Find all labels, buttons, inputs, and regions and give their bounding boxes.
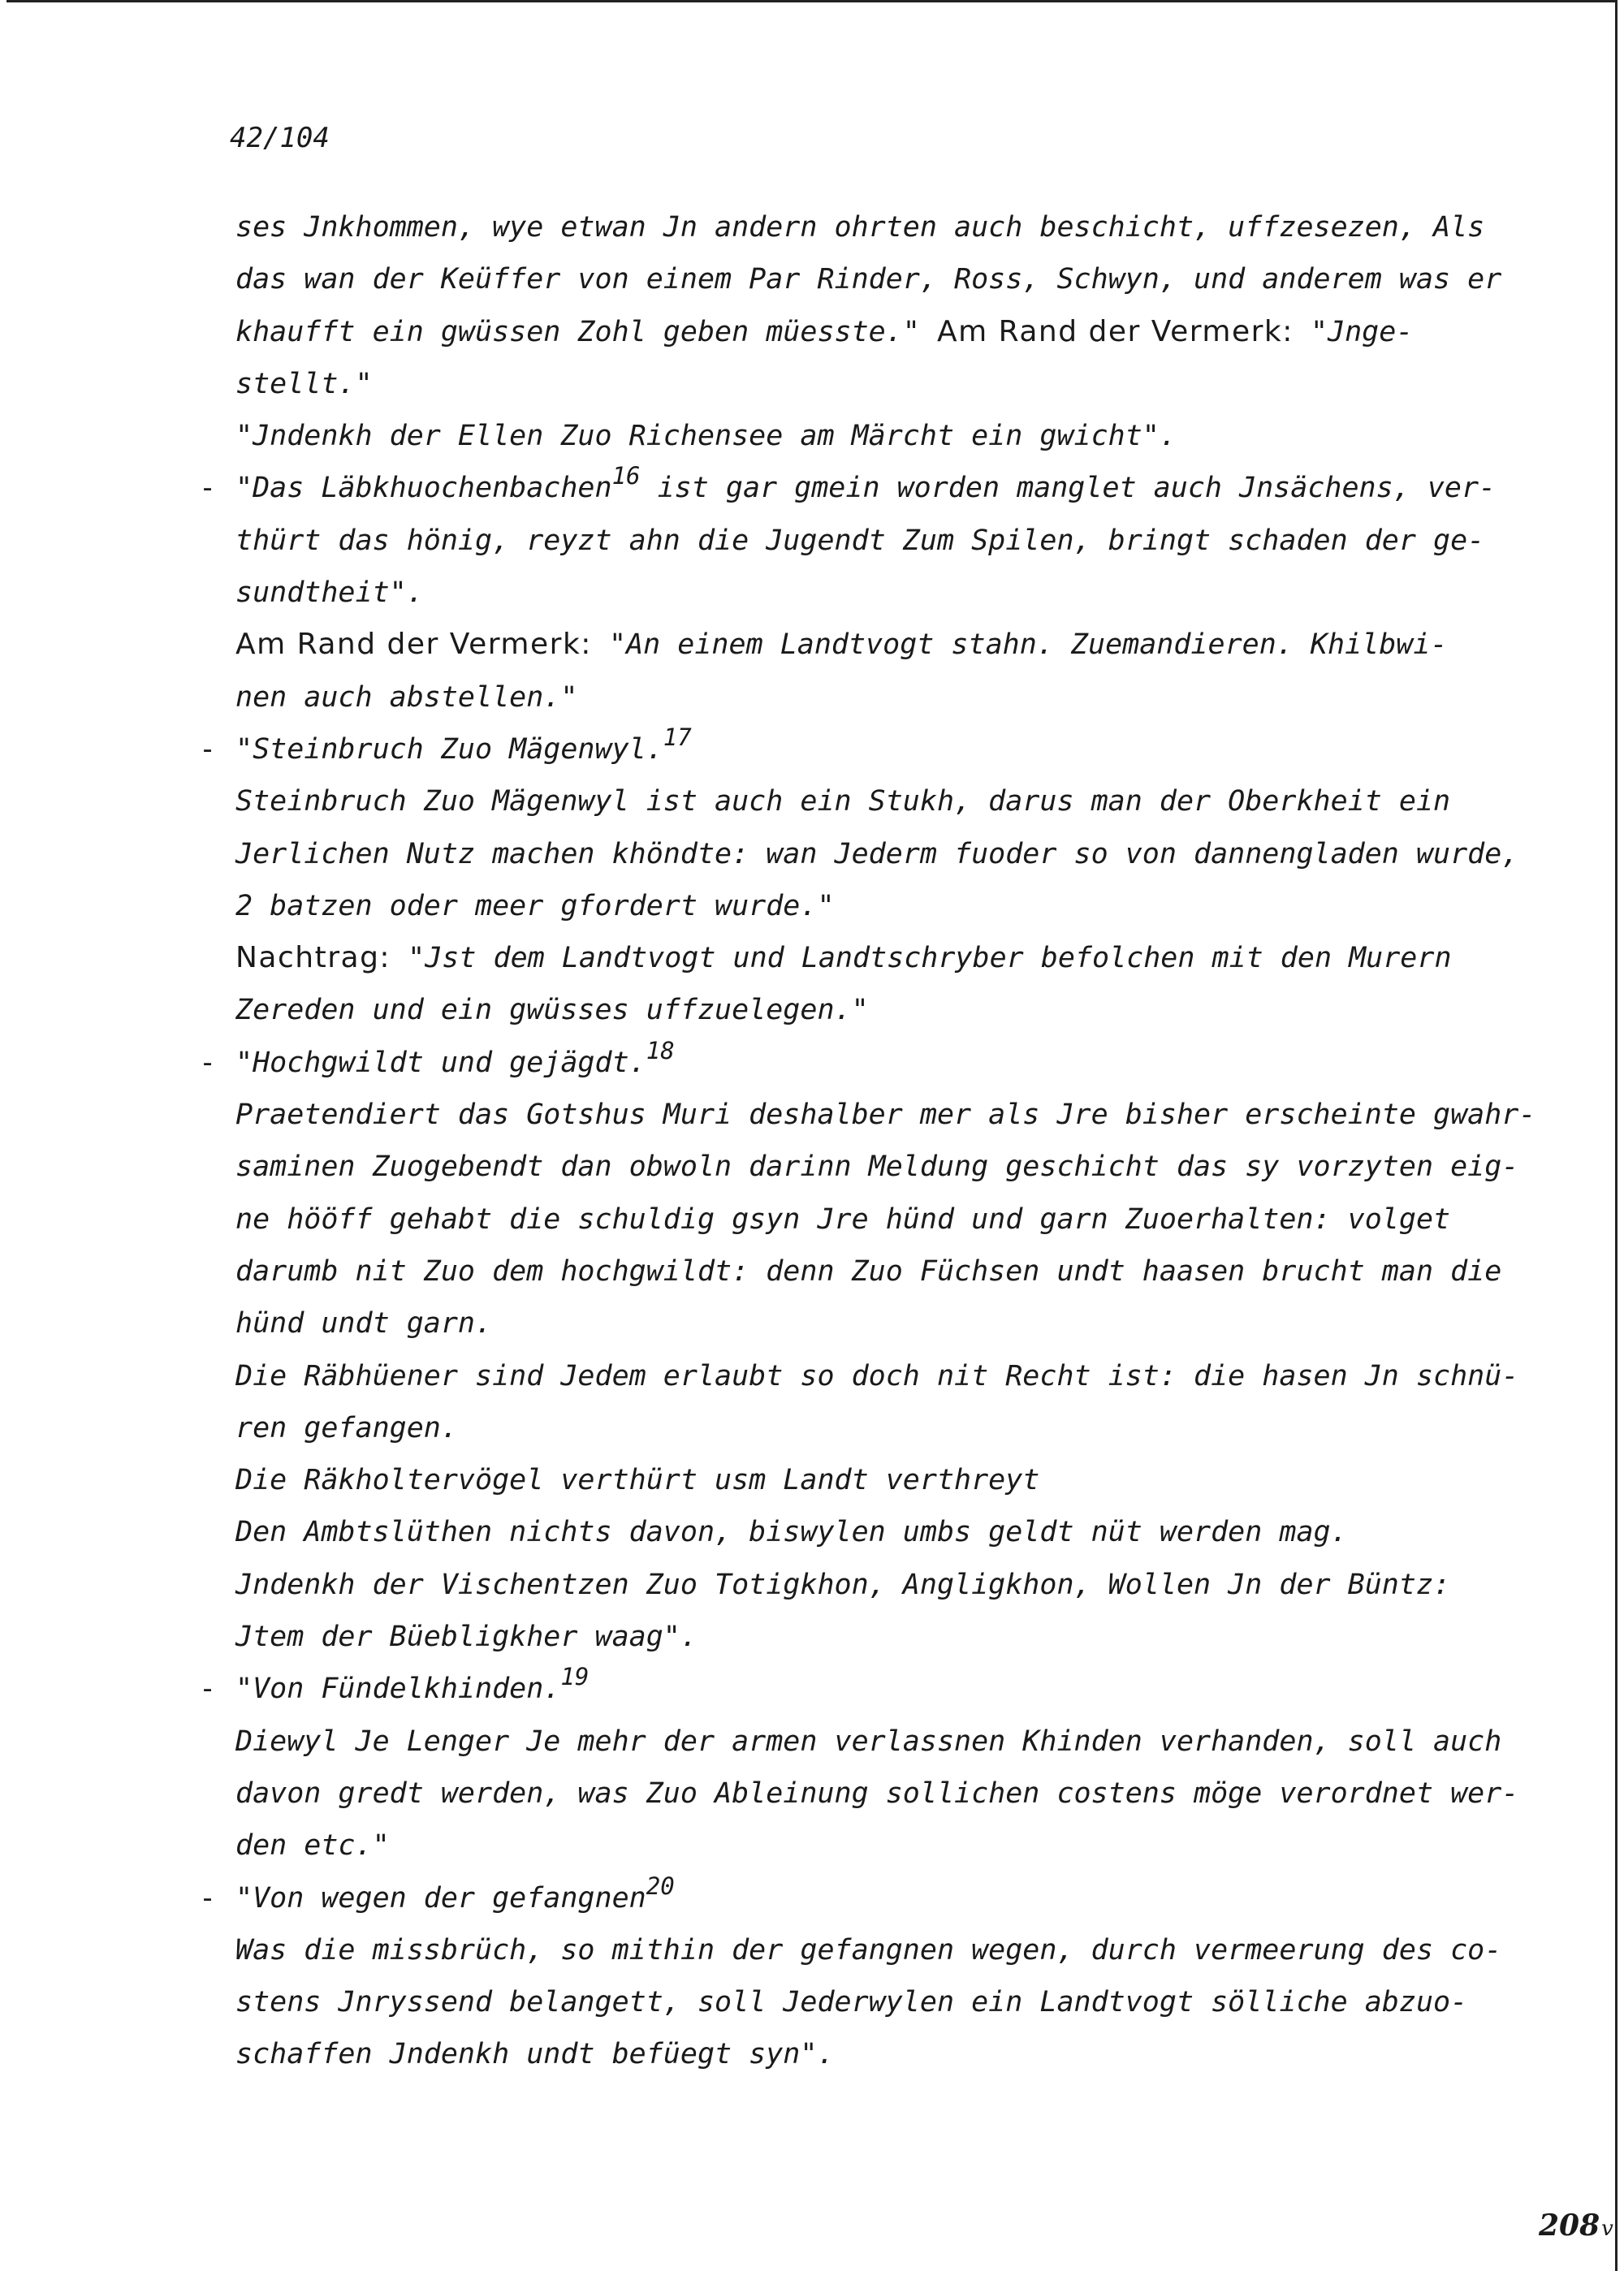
quote-text: stellt." bbox=[235, 367, 373, 400]
quote-text: ist gar gmein worden manglet auch Jnsächens, ver- bbox=[640, 472, 1497, 505]
quote-text: den etc." bbox=[235, 1829, 390, 1863]
quote-text: Jtem der Büebligkher waag". bbox=[235, 1621, 698, 1654]
quote-text: "Hochgwildt und gejägdt. bbox=[235, 1046, 646, 1079]
list-dash: - bbox=[199, 1046, 217, 1079]
quote-text: khaufft ein gwüssen Zohl geben müesste." bbox=[235, 315, 937, 348]
quote-text: schaffen Jndenkh undt befüegt syn". bbox=[235, 2038, 835, 2071]
quote-text: ses Jnkhommen, wye etwan Jn andern ohrten auch beschicht, uffzesezen, Als bbox=[235, 211, 1485, 244]
editorial-note: Am Rand der Vermerk: bbox=[936, 314, 1294, 348]
quote-text: stens Jnryssend belangett, soll Jederwylen ein Landtvogt sölliche abzuo- bbox=[235, 1986, 1468, 2019]
quote-text: Jndenkh der Vischentzen Zuo Totigkhon, Angligkhon, Wollen Jn der Büntz: bbox=[235, 1568, 1451, 1601]
quote-text: Zereden und ein gwüsses uffzuelegen." bbox=[235, 994, 869, 1027]
list-dash: - bbox=[199, 472, 217, 505]
text-line bbox=[235, 1820, 1518, 1872]
text-line bbox=[235, 1402, 1518, 1454]
text-line bbox=[199, 462, 1518, 514]
quote-text: Den Ambtslüthen nichts davon, biswylen umbs geldt nüt werden mag. bbox=[235, 1516, 1348, 1549]
page-frame-top bbox=[6, 0, 1618, 2]
text-line bbox=[235, 619, 1518, 671]
quote-text: davon gredt werden, was Zuo Ableinung sollichen costens möge verordnet wer- bbox=[235, 1777, 1519, 1810]
quote-text: "Steinbruch Zuo Mägenwyl. bbox=[235, 732, 663, 766]
quote-text: saminen Zuogebendt dan obwoln darinn Meldung geschicht das sy vorzyten eig- bbox=[235, 1151, 1519, 1184]
list-dash: - bbox=[199, 1881, 217, 1915]
quote-text: nen auch abstellen." bbox=[235, 680, 578, 714]
text-line bbox=[235, 1454, 1518, 1506]
text-line bbox=[235, 775, 1518, 827]
text-line bbox=[235, 1716, 1518, 1768]
text-line bbox=[235, 1768, 1518, 1820]
text-line bbox=[235, 1611, 1518, 1663]
text-line bbox=[235, 410, 1518, 462]
quote-text: sundtheit". bbox=[235, 576, 424, 610]
document-body bbox=[199, 201, 1536, 2081]
text-line bbox=[235, 1976, 1518, 2028]
text-line bbox=[235, 1246, 1518, 1297]
quote-text: das wan der Keüffer von einem Par Rinder, Ross, Schwyn, und anderem was er bbox=[235, 263, 1502, 296]
folio-number: 208 bbox=[1539, 2208, 1600, 2243]
folio-verso-mark: v bbox=[1601, 2217, 1613, 2241]
text-line bbox=[235, 306, 1518, 358]
quote-text: Die Räkholtervögel verthürt usm Landt verthreyt bbox=[235, 1464, 1040, 1497]
text-line bbox=[235, 1297, 1518, 1349]
text-line bbox=[235, 1559, 1518, 1611]
editorial-note: Nachtrag: bbox=[235, 941, 391, 975]
quote-text: Was die missbrüch, so mithin der gefangnen wegen, durch vermeerung des co- bbox=[235, 1933, 1502, 1967]
text-line bbox=[235, 671, 1518, 723]
quote-text: "An einem Landtvogt stahn. Zuemandieren. Khilbwi- bbox=[591, 628, 1448, 662]
text-line bbox=[235, 1924, 1518, 1976]
text-line bbox=[235, 984, 1518, 1036]
footnote-ref: 17 bbox=[663, 723, 692, 751]
text-line bbox=[235, 932, 1518, 984]
footnote-ref: 20 bbox=[646, 1872, 675, 1900]
page-number: 42/104 bbox=[230, 122, 330, 154]
text-line bbox=[235, 2028, 1518, 2080]
text-line bbox=[235, 1350, 1518, 1402]
quote-text: hünd undt garn. bbox=[235, 1307, 493, 1341]
quote-text: Diewyl Je Lenger Je mehr der armen verlassnen Khinden verhanden, soll auch bbox=[235, 1725, 1502, 1758]
text-line bbox=[199, 1036, 1518, 1089]
footnote-ref: 19 bbox=[560, 1663, 590, 1691]
quote-text: darumb nit Zuo dem hochgwildt: denn Zuo Füchsen undt haasen brucht man die bbox=[235, 1254, 1502, 1288]
text-line bbox=[235, 358, 1518, 410]
handwritten-folio-stamp bbox=[1539, 2208, 1613, 2243]
text-line bbox=[235, 880, 1518, 932]
editorial-note: Am Rand der Vermerk: bbox=[235, 628, 592, 662]
quote-text: thürt das hönig, reyzt ahn die Jugendt Zum Spilen, bringt schaden der ge- bbox=[235, 524, 1485, 557]
quote-text: 2 batzen oder meer gfordert wurde." bbox=[235, 889, 835, 922]
list-dash: - bbox=[199, 1673, 217, 1706]
text-line bbox=[235, 1506, 1518, 1558]
quote-text: "Von wegen der gefangnen bbox=[235, 1881, 646, 1915]
quote-text: "Das Läbkhuochenbachen bbox=[235, 472, 612, 505]
quote-text: "Jnge- bbox=[1293, 315, 1414, 348]
list-dash: - bbox=[199, 732, 217, 766]
quote-text: "Jndenkh der Ellen Zuo Richensee am Märcht ein gwicht". bbox=[235, 420, 1177, 453]
text-line bbox=[235, 828, 1518, 880]
quote-text: Jerlichen Nutz machen khöndte: wan Jederm fuoder so von dannengladen wurde, bbox=[235, 837, 1519, 870]
text-line bbox=[199, 723, 1518, 775]
text-line bbox=[235, 201, 1518, 253]
quote-text: Die Räbhüener sind Jedem erlaubt so doch nit Recht ist: die hasen Jn schnü- bbox=[235, 1359, 1519, 1392]
quote-text: Steinbruch Zuo Mägenwyl ist auch ein Stukh, darus man der Oberkheit ein bbox=[235, 785, 1451, 818]
footnote-ref: 16 bbox=[611, 462, 641, 490]
quote-text: "Von Fündelkhinden. bbox=[235, 1673, 561, 1706]
quote-text: ren gefangen. bbox=[235, 1411, 458, 1444]
text-line bbox=[235, 567, 1518, 619]
text-line bbox=[235, 1089, 1536, 1141]
text-line bbox=[235, 515, 1518, 567]
text-line bbox=[235, 1194, 1518, 1246]
text-line bbox=[235, 1141, 1518, 1193]
quote-text: "Jst dem Landtvogt und Landtschryber befolchen mit den Murern bbox=[391, 942, 1452, 975]
text-line bbox=[235, 253, 1518, 305]
quote-text: ne hööff gehabt die schuldig gsyn Jre hünd und garn Zuoerhalten: volget bbox=[235, 1202, 1451, 1236]
quote-text: Praetendiert das Gotshus Muri deshalber mer als Jre bisher erscheinte gwahr- bbox=[235, 1099, 1536, 1132]
text-line bbox=[199, 1663, 1518, 1715]
page-frame-right bbox=[1615, 0, 1618, 2271]
footnote-ref: 18 bbox=[646, 1036, 675, 1064]
text-line bbox=[199, 1872, 1518, 1924]
